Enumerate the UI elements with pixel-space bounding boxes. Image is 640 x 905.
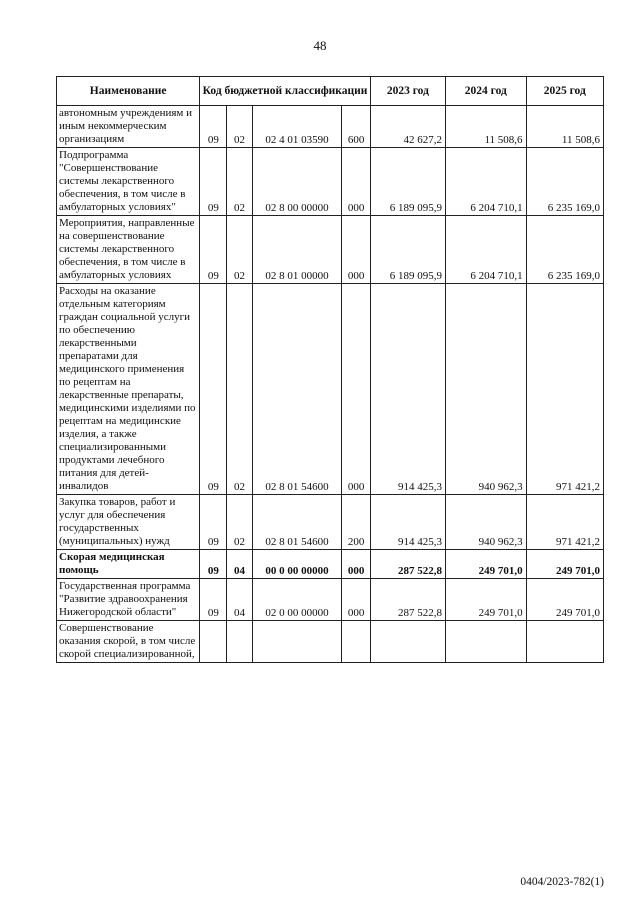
row-section-code: 09 (200, 550, 227, 579)
row-name: Скорая медицинская помощь (57, 550, 200, 579)
document-code: 0404/2023-782(1) (520, 876, 604, 888)
row-amount-2023: 6 189 095,9 (370, 216, 445, 284)
row-target-article-code (252, 621, 342, 663)
row-expense-type-code: 000 (342, 216, 370, 284)
row-target-article-code: 02 0 00 00000 (252, 579, 342, 621)
row-amount-2025: 249 701,0 (526, 579, 603, 621)
row-amount-2025: 11 508,6 (526, 106, 603, 148)
row-amount-2024: 249 701,0 (446, 550, 527, 579)
row-expense-type-code (342, 621, 370, 663)
row-section-code: 09 (200, 148, 227, 216)
row-amount-2023 (370, 621, 445, 663)
row-target-article-code: 02 8 01 54600 (252, 284, 342, 495)
table-row (57, 495, 604, 550)
table-row (57, 579, 604, 621)
row-subsection-code: 04 (227, 550, 252, 579)
row-expense-type-code: 000 (342, 579, 370, 621)
header-name: Наименование (57, 77, 200, 106)
row-subsection-code: 02 (227, 106, 252, 148)
row-section-code (200, 621, 227, 663)
row-section-code: 09 (200, 495, 227, 550)
row-name: Закупка товаров, работ и услуг для обеспечения государственных (муниципальных) нужд (57, 495, 200, 550)
row-amount-2023: 287 522,8 (370, 550, 445, 579)
row-section-code: 09 (200, 579, 227, 621)
row-name: автономным учреждениям и иным некоммерческим организациям (57, 106, 200, 148)
row-subsection-code (227, 621, 252, 663)
header-2025: 2025 год (526, 77, 603, 106)
row-amount-2023: 914 425,3 (370, 284, 445, 495)
row-subsection-code: 02 (227, 216, 252, 284)
table-row (57, 550, 604, 579)
row-amount-2023: 287 522,8 (370, 579, 445, 621)
table-row (57, 216, 604, 284)
row-amount-2024: 6 204 710,1 (446, 148, 527, 216)
row-target-article-code: 02 4 01 03590 (252, 106, 342, 148)
row-target-article-code: 02 8 01 00000 (252, 216, 342, 284)
budget-table-container (56, 76, 604, 663)
row-amount-2024: 11 508,6 (446, 106, 527, 148)
row-subsection-code: 02 (227, 148, 252, 216)
header-2024: 2024 год (446, 77, 527, 106)
row-section-code: 09 (200, 284, 227, 495)
budget-table (56, 76, 604, 663)
row-amount-2023: 6 189 095,9 (370, 148, 445, 216)
row-expense-type-code: 000 (342, 284, 370, 495)
row-target-article-code: 02 8 00 00000 (252, 148, 342, 216)
table-row (57, 106, 604, 148)
row-expense-type-code: 000 (342, 550, 370, 579)
row-subsection-code: 04 (227, 579, 252, 621)
row-name: Подпрограмма "Совершенствование системы лекарственного обеспечения, в том числе в амбулаторных условиях" (57, 148, 200, 216)
row-name: Расходы на оказание отдельным категориям граждан социальной услуги по обеспечению лекарственными препаратами для медицинского применения по рецептам на лекарственные препараты, медицинскими изделиями по рецептам на медицинские изделия, а также специализированными продуктами лечебного питания для детей-инвалидов (57, 284, 200, 495)
header-code: Код бюджетной классификации (200, 77, 370, 106)
row-amount-2025: 6 235 169,0 (526, 216, 603, 284)
row-amount-2025: 249 701,0 (526, 550, 603, 579)
row-expense-type-code: 000 (342, 148, 370, 216)
row-expense-type-code: 600 (342, 106, 370, 148)
row-amount-2024 (446, 621, 527, 663)
table-row (57, 148, 604, 216)
row-amount-2024: 940 962,3 (446, 495, 527, 550)
table-header-row (57, 77, 604, 106)
row-amount-2024: 6 204 710,1 (446, 216, 527, 284)
row-target-article-code: 00 0 00 00000 (252, 550, 342, 579)
row-name: Мероприятия, направленные на совершенствование системы лекарственного обеспечения, в том числе в амбулаторных условиях (57, 216, 200, 284)
row-amount-2023: 914 425,3 (370, 495, 445, 550)
row-name: Государственная программа "Развитие здравоохранения Нижегородской области" (57, 579, 200, 621)
row-target-article-code: 02 8 01 54600 (252, 495, 342, 550)
page-number: 48 (313, 38, 327, 53)
row-amount-2024: 940 962,3 (446, 284, 527, 495)
row-amount-2025: 6 235 169,0 (526, 148, 603, 216)
row-amount-2025: 971 421,2 (526, 284, 603, 495)
row-section-code: 09 (200, 216, 227, 284)
row-amount-2023: 42 627,2 (370, 106, 445, 148)
row-expense-type-code: 200 (342, 495, 370, 550)
row-amount-2025: 971 421,2 (526, 495, 603, 550)
header-2023: 2023 год (370, 77, 445, 106)
table-row (57, 284, 604, 495)
row-amount-2025 (526, 621, 603, 663)
table-body (57, 106, 604, 663)
table-row (57, 621, 604, 663)
row-subsection-code: 02 (227, 495, 252, 550)
row-section-code: 09 (200, 106, 227, 148)
row-amount-2024: 249 701,0 (446, 579, 527, 621)
row-subsection-code: 02 (227, 284, 252, 495)
row-name: Совершенствование оказания скорой, в том числе скорой специализированной, (57, 621, 200, 663)
